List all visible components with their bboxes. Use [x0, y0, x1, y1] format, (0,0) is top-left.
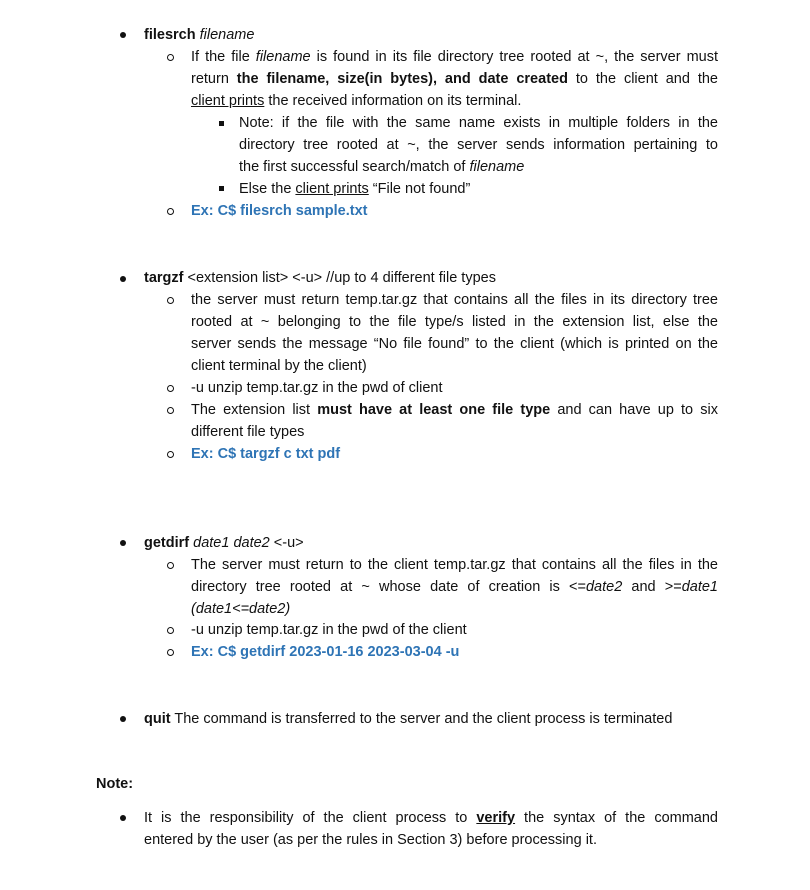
getdirf-desc-line2: directory tree rooted at ~ whose date of creation is <=date2 and >=date1 [191, 579, 718, 595]
targzf-desc-line3: server sends the message “No file found” to the client (which is printed on the [191, 336, 718, 352]
sub-bullet [167, 54, 174, 61]
filesrch-heading [144, 26, 254, 45]
targzf-cmd: targzf [144, 270, 184, 286]
filesrch-example: Ex: C$ filesrch sample.txt [191, 203, 368, 219]
filesrch-note-line1: Note: if the file with the same name exists in multiple folders in the [239, 115, 718, 131]
targzf-desc-line4: client terminal by the client) [191, 358, 367, 374]
filesrch-desc-line2: return the filename, size(in bytes), and date created to the client and the [191, 71, 718, 87]
filesrch-desc-line1: If the file filename is found in its file directory tree rooted at ~, the server must [191, 49, 718, 65]
filesrch-arg: filename [199, 27, 255, 43]
bullet-note [120, 815, 126, 821]
bullet-quit [120, 716, 126, 722]
filesrch-note-line2: directory tree rooted at ~, the server sends information pertaining to [239, 137, 718, 153]
square-bullet [219, 186, 224, 191]
getdirf-desc-line3: (date1<=date2) [191, 601, 291, 617]
filesrch-cmd: filesrch [144, 27, 196, 43]
bullet-targzf [120, 276, 126, 282]
note-line1: It is the responsibility of the client process to verify the syntax of the command [144, 810, 718, 826]
targzf-example: Ex: C$ targzf c txt pdf [191, 446, 341, 462]
targzf-ext-line2: different file types [191, 424, 305, 440]
targzf-heading: targzf <extension list> <-u> //up to 4 different file types [144, 270, 496, 286]
filesrch-note-line3: the first successful search/match of filename [239, 159, 525, 175]
targzf-ext-line1: The extension list must have at least one file type and can have up to six [191, 402, 718, 418]
targzf-desc-line2: rooted at ~ belonging to the file type/s listed in the extension list, else the [191, 314, 718, 330]
sub-bullet [167, 649, 174, 656]
sub-bullet [167, 297, 174, 304]
quit-line: quit The command is transferred to the server and the client process is terminated [144, 711, 673, 727]
sub-bullet [167, 451, 174, 458]
sub-bullet [167, 208, 174, 215]
getdirf-desc-line1: The server must return to the client temp.tar.gz that contains all the files in the [191, 557, 718, 573]
filesrch-desc-line3: client prints the received information on its terminal. [191, 93, 522, 109]
getdirf-heading: getdirf date1 date2 <-u> [144, 535, 304, 551]
sub-bullet [167, 562, 174, 569]
note-line2: entered by the user (as per the rules in Section 3) before processing it. [144, 832, 597, 848]
targzf-desc-line1: the server must return temp.tar.gz that contains all the files in its directory tree [191, 292, 718, 308]
bullet-filesrch [120, 32, 126, 38]
bullet-getdirf [120, 540, 126, 546]
targzf-unzip-line: -u unzip temp.tar.gz in the pwd of client [191, 380, 443, 396]
quit-cmd: quit [144, 711, 171, 727]
note-heading: Note: [96, 776, 134, 792]
sub-bullet [167, 627, 174, 634]
filesrch-else-line: Else the client prints “File not found” [239, 181, 471, 197]
square-bullet [219, 121, 224, 126]
getdirf-unzip-line: -u unzip temp.tar.gz in the pwd of the client [191, 622, 467, 638]
sub-bullet [167, 385, 174, 392]
getdirf-example: Ex: C$ getdirf 2023-01-16 2023-03-04 -u [191, 644, 460, 660]
sub-bullet [167, 407, 174, 414]
getdirf-cmd: getdirf [144, 535, 190, 551]
